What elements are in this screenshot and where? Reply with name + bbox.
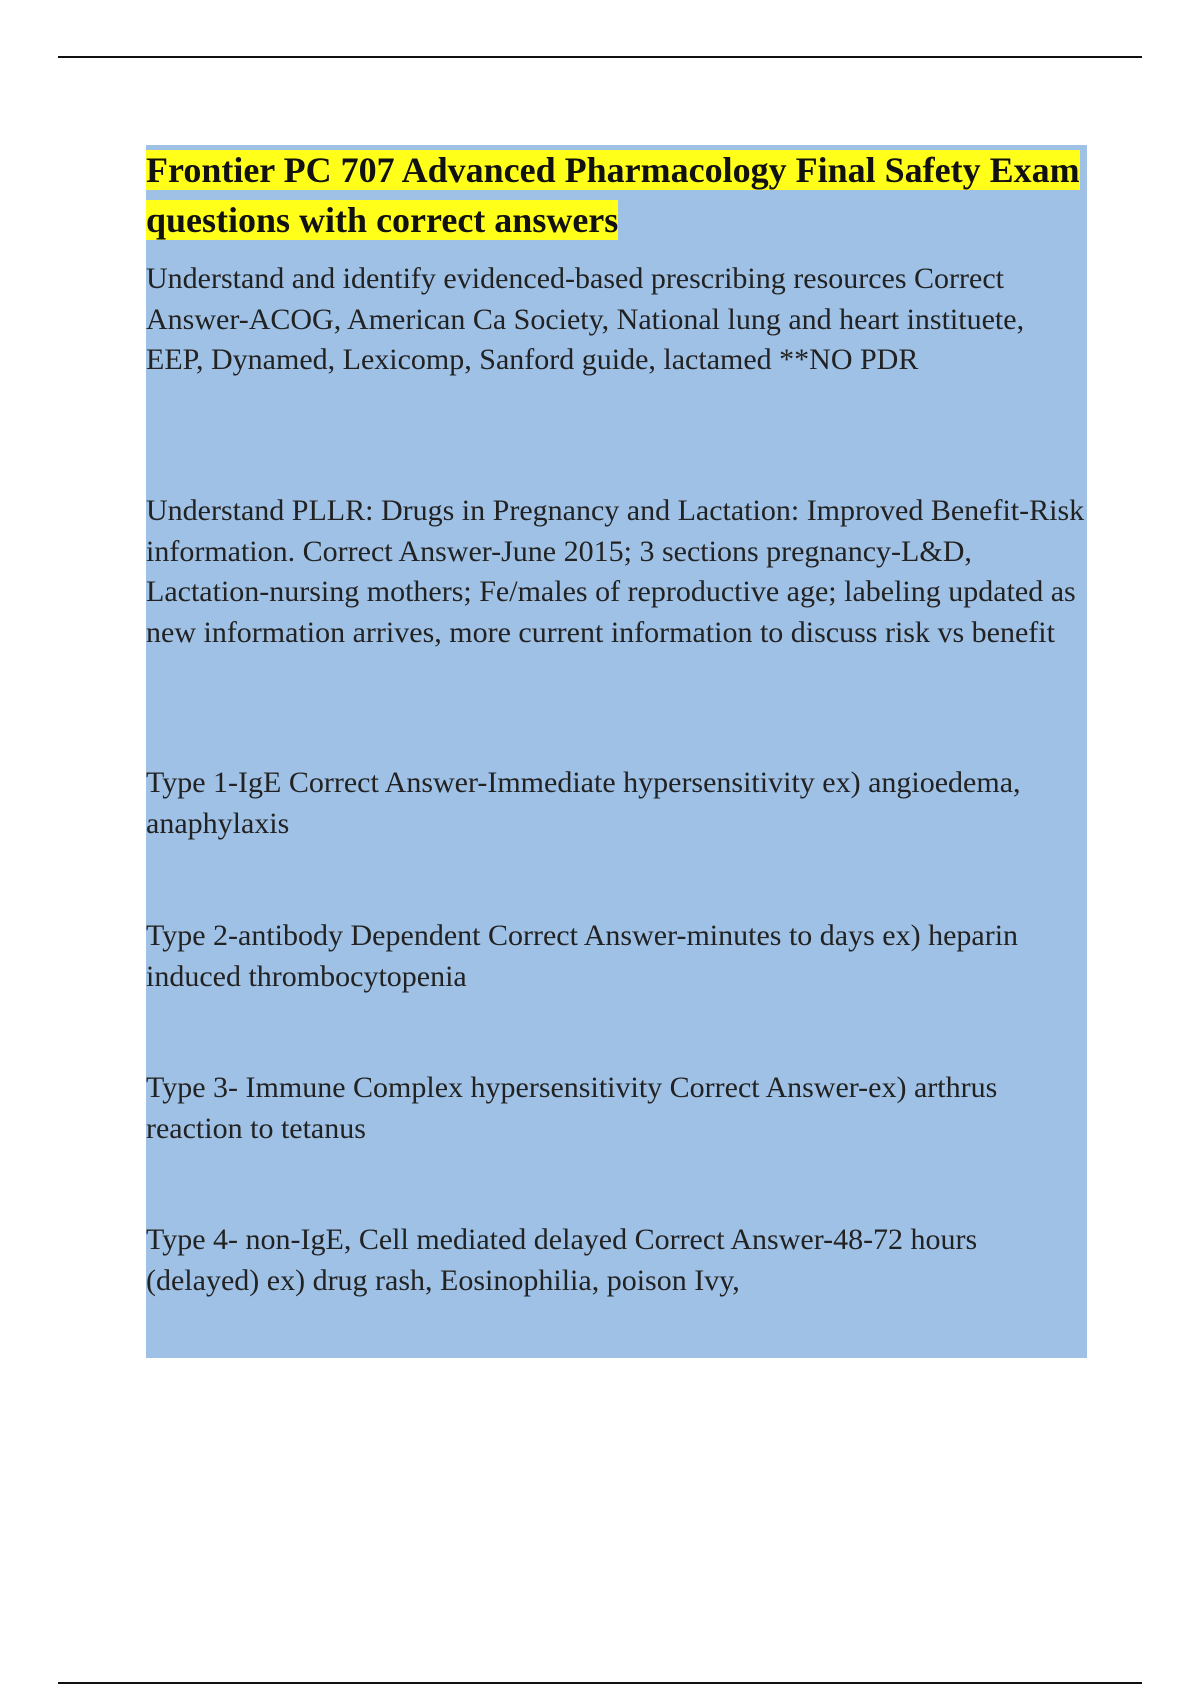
qa-entry-type-4: Type 4- non-IgE, Cell mediated delayed Correct Answer-48-72 hours (delayed) ex) drug rash, Eosinophilia, poison Ivy, [146,1223,978,1297]
footer-rule [58,1682,1142,1684]
content-box [146,145,1087,1358]
document-title-text: Frontier PC 707 Advanced Pharmacology Final Safety Exam questions with correct answers [146,150,1080,240]
document-title [146,145,1087,245]
qa-entry-type-1: Type 1-IgE Correct Answer-Immediate hypersensitivity ex) angioedema, anaphylaxis [146,766,1021,840]
qa-entry-pllr: Understand PLLR: Drugs in Pregnancy and Lactation: Improved Benefit-Risk information. Correct Answer-June 2015; 3 sections pregnancy-L&D, Lactation-nursing mothers; Fe/males of reproductive age; labeling updated as new information arrives, more current information to discuss risk vs benefit [146,494,1085,649]
qa-entry-type-3: Type 3- Immune Complex hypersensitivity Correct Answer-ex) arthrus reaction to tetanus [146,1071,998,1145]
header-rule [58,56,1142,58]
qa-entry-type-2: Type 2-antibody Dependent Correct Answer-minutes to days ex) heparin induced thrombocytopenia [146,919,1019,993]
qa-entry-prescribing-resources: Understand and identify evidenced-based prescribing resources Correct Answer-ACOG, American Ca Society, National lung and heart instituete, EEP, Dynamed, Lexicomp, Sanford guide, lactamed **NO PDR [146,262,1025,376]
